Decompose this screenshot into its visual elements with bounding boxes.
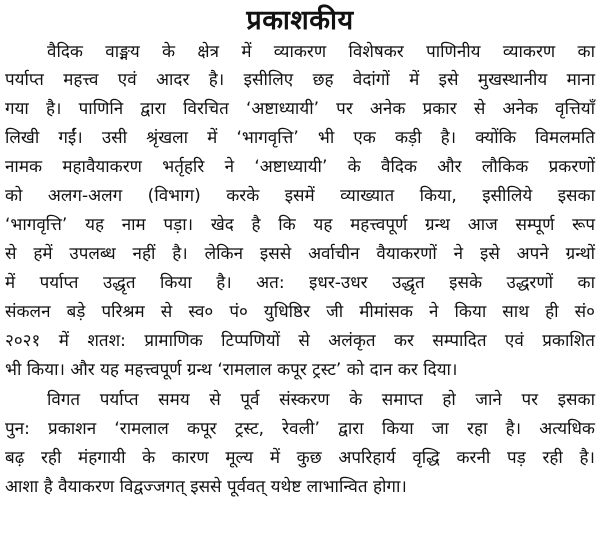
- paragraph-1-line-1: वैदिक वाङ्मय के क्षेत्र में व्याकरण विशेषकर पाणिनीय व्याकरण का: [47, 42, 595, 62]
- paragraph-1-line-5: नामक महावैयाकरण भर्तृहरि ने ‘अष्टाध्यायी’ के वैदिक और लौकिक प्रकरणों: [5, 157, 595, 177]
- paragraph-1-line-10: संकलन बड़े परिश्रम से स्व० पं० युधिष्ठिर जी मीमांसक ने किया साथ ही सं०: [5, 302, 595, 322]
- paragraph-1-line-4: लिखी गईं। उसी श्रृंखला में ‘भागवृत्ति’ भी एक कड़ी है। क्योंकि विमलमति: [5, 128, 595, 148]
- paragraph-1-line-7: ‘भागवृत्ति’ यह नाम पड़ा। खेद है कि यह महत्त्वपूर्ण ग्रन्थ आज सम्पूर्ण रूप: [5, 215, 595, 235]
- paragraph-1-line-12: भी किया। और यह महत्त्वपूर्ण ग्रन्थ ‘रामलाल कपूर ट्रस्ट’ को दान कर दिया।: [5, 360, 458, 380]
- page-title: प्रकाशकीय: [246, 5, 354, 36]
- paragraph-1-line-11: २०२१ में शतश: प्रामाणिक टिप्पणियों से अलंकृत कर सम्पादित एवं प्रकाशित: [5, 331, 595, 351]
- paragraph-1-line-2: पर्याप्त महत्त्व एवं आदर है। इसीलिए छह वेदांगों में इसे मुखस्थानीय माना: [5, 70, 595, 90]
- paragraph-2-line-3: बढ़ रही मंहगायी के कारण मूल्य में कुछ अपरिहार्य वृद्धि करनी पड़ रही है।: [5, 448, 595, 468]
- paragraph-1-line-9: में पर्याप्त उद्धृत किया है। अत: इधर-उधर उद्धृत इसके उद्धरणों का: [5, 273, 595, 293]
- paragraph-2-line-4: आशा है वैयाकरण विद्वज्जगत् इससे पूर्ववत् यथेष्ट लाभान्वित होगा।: [5, 477, 407, 497]
- paragraph-1-line-3: गया है। पाणिनि द्वारा विरचित ‘अष्टाध्यायी’ पर अनेक प्रकार से अनेक वृत्तियाँ: [5, 99, 595, 119]
- paragraph-1-line-6: को अलग-अलग (विभाग) करके इसमें व्याख्यात किया, इसीलिये इसका: [5, 186, 595, 206]
- paragraph-2-line-2: पुन: प्रकाशन ‘रामलाल कपूर ट्रस्ट, रेवली’ द्वारा किया जा रहा है। अत्यधिक: [5, 419, 595, 439]
- paragraph-1-line-8: से हमें उपलब्ध नहीं है। लेकिन इससे अर्वाचीन वैयाकरणों ने इसे अपने ग्रन्थों: [5, 244, 595, 264]
- paragraph-2-line-1: विगत पर्याप्त समय से पूर्व संस्करण के समाप्त हो जाने पर इसका: [47, 390, 595, 410]
